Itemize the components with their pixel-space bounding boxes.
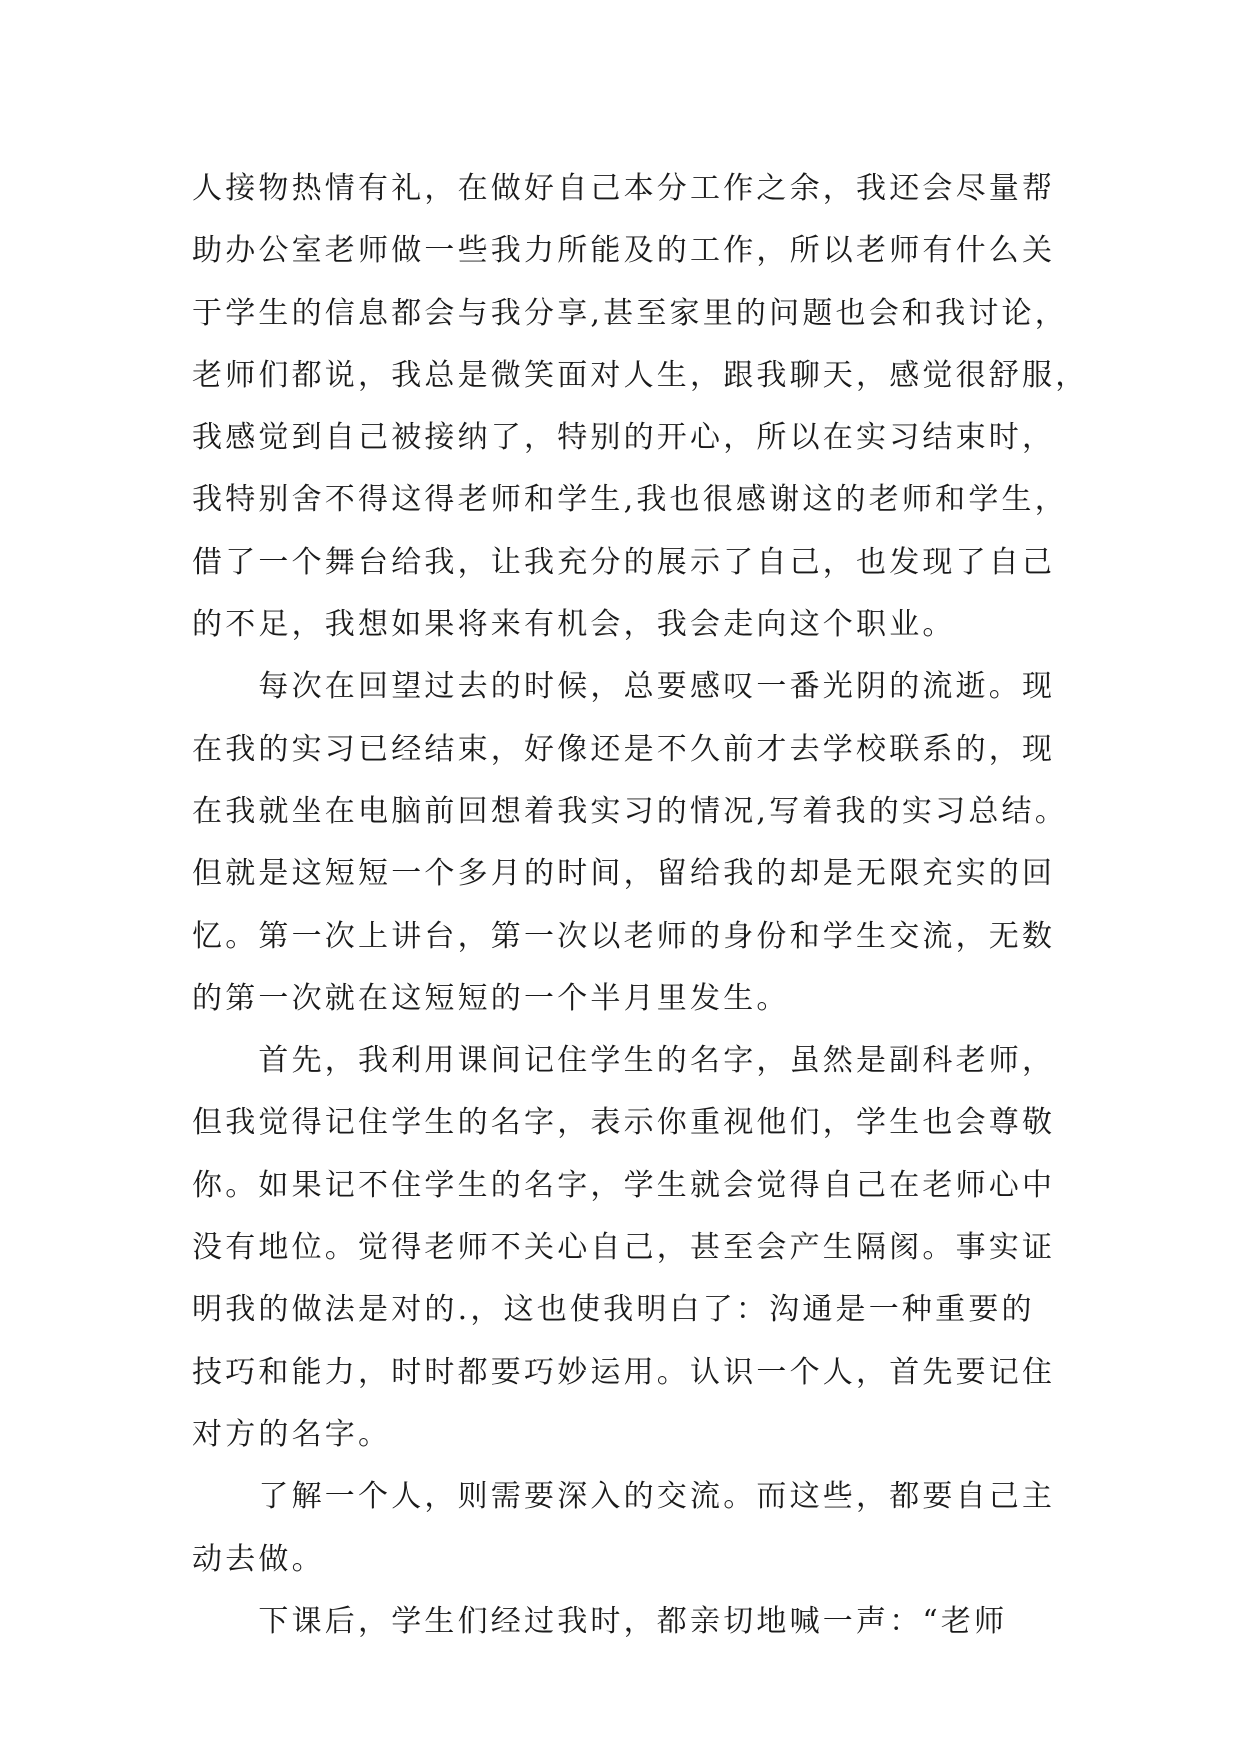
text-line: 在我的实习已经结束，好像还是不久前才去学校联系的，现 xyxy=(192,731,1056,767)
text-line: 明我的做法是对的.，这也使我明白了：沟通是一种重要的 xyxy=(192,1292,1035,1328)
body-text xyxy=(192,158,1092,1653)
text-line: 每次在回望过去的时候，总要感叹一番光阴的流逝。现 xyxy=(192,669,1056,705)
text-line: 在我就坐在电脑前回想着我实习的情况,写着我的实习总结。 xyxy=(192,793,1068,829)
text-line: 的第一次就在这短短的一个半月里发生。 xyxy=(192,980,790,1016)
text-line: 动去做。 xyxy=(192,1541,325,1577)
text-line: 但就是这短短一个多月的时间，留给我的却是无限充实的回 xyxy=(192,856,1056,892)
text-line: 助办公室老师做一些我力所能及的工作，所以老师有什么关 xyxy=(192,233,1056,269)
text-line: 于学生的信息都会与我分享,甚至家里的问题也会和我讨论， xyxy=(192,295,1068,331)
text-line: 老师们都说，我总是微笑面对人生，跟我聊天，感觉很舒服， xyxy=(192,357,1089,393)
text-line: 对方的名字。 xyxy=(192,1416,392,1452)
text-line: 下课后，学生们经过我时，都亲切地喊一声：“老师 xyxy=(192,1603,1008,1639)
text-line: 忆。第一次上讲台，第一次以老师的身份和学生交流，无数 xyxy=(192,918,1056,954)
text-line: 我特别舍不得这得老师和学生,我也很感谢这的老师和学生， xyxy=(192,482,1068,518)
text-line: 没有地位。觉得老师不关心自己，甚至会产生隔阂。事实证 xyxy=(192,1230,1056,1266)
text-line: 你。如果记不住学生的名字，学生就会觉得自己在老师心中 xyxy=(192,1167,1056,1203)
text-line: 我感觉到自己被接纳了，特别的开心，所以在实习结束时， xyxy=(192,420,1056,456)
text-line: 了解一个人，则需要深入的交流。而这些，都要自己主 xyxy=(192,1479,1056,1515)
text-line: 人接物热情有礼，在做好自己本分工作之余，我还会尽量帮 xyxy=(192,171,1056,206)
text-line: 借了一个舞台给我，让我充分的展示了自己，也发现了自己 xyxy=(192,544,1056,580)
text-line: 技巧和能力，时时都要巧妙运用。认识一个人，首先要记住 xyxy=(192,1354,1056,1390)
text-line: 首先，我利用课间记住学生的名字，虽然是副科老师， xyxy=(192,1043,1056,1079)
text-line: 但我觉得记住学生的名字，表示你重视他们，学生也会尊敬 xyxy=(192,1105,1056,1141)
text-line: 的不足，我想如果将来有机会，我会走向这个职业。 xyxy=(192,607,956,643)
